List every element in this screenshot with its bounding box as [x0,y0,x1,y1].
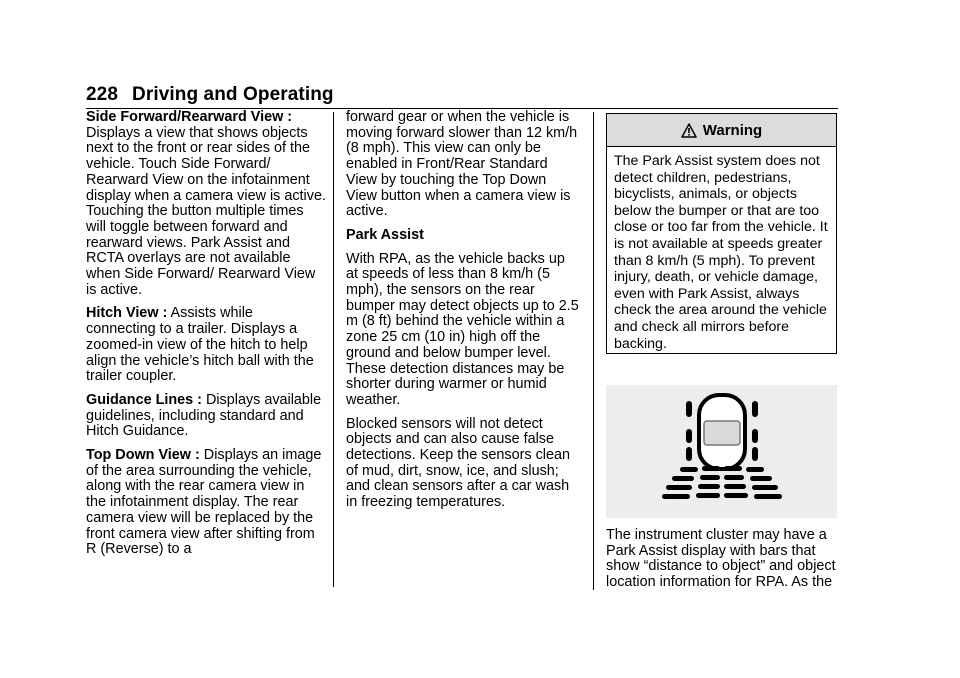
guidance-lines-text: Displays available guidelines, including standard and Hitch Guidance. [86,391,322,440]
top-down-view-paragraph [86,448,326,558]
side-view-paragraph [86,110,326,298]
park-assist-paragraph-2: Blocked sensors will not detect objects and can also cause false detections. Keep the sensors clean of mud, dirt, snow, ice, and slush; and clean sensors after a car wash in freezing temperatures. [346,415,570,511]
park-assist-display-icon [606,385,837,518]
park-assist-heading: Park Assist [346,226,424,243]
side-view-text: Displays a view that shows objects next to the front or rear sides of the vehicle. Touch Side Forward/ Rearward View on the infotainment display when a camera view is active. Touching the button multiple times will toggle between forward and rearward views. Park Assist and RCTA overlays are not available when Side Forward/ Rearward View is active. [86,124,326,298]
side-view-term: Side Forward/Rearward View : [86,109,293,125]
guidance-lines-paragraph [86,393,326,440]
page-number: 228 [86,84,119,105]
hitch-view-term: Hitch View : [86,305,168,322]
warning-text: The Park Assist system does not detect children, pedestrians, bicyclists, animals, or objects below the bumper or that are too close or too far from the vehicle. It is not available at speeds greater than 8 km/h (5 mph). To prevent injury, death, or vehicle damage, even with Park Assist, always check the area around the vehicle and check all mirrors before backing. [614,153,828,352]
hitch-view-text: Assists while connecting to a trailer. Displays a zoomed-in view of the hitch to help align the vehicle’s hitch ball with the trailer coupler. [86,305,314,385]
warning-header [607,114,836,147]
continued-paragraph: forward gear or when the vehicle is moving forward slower than 12 km/h (8 mph). This view can only be enabled in Front/Rear Standard View by touching the Top Down View button when a camera view is active. [346,109,578,220]
page-header [86,84,334,106]
top-down-view-term: Top Down View : [86,447,200,464]
warning-title: Warning [702,121,763,139]
column-2 [346,110,580,519]
warning-box [606,113,837,354]
top-down-view-text: Displays an image of the area surrounding the vehicle, along with the rear camera view in the infotainment display. The rear camera view will be replaced by the front camera view after shifting from R (Reverse) to a [86,447,322,558]
guidance-lines-term: Guidance Lines : [86,391,202,408]
column-1 [86,110,326,566]
column-divider-1 [333,112,334,587]
column-divider-2 [593,112,594,590]
park-assist-paragraph-1: With RPA, as the vehicle backs up at speeds of less than 8 km/h (5 mph), the sensors on the rear bumper may detect objects up to 2.5 m (8 ft) behind the vehicle within a zone 25 cm (10 in) high off the ground and below bumper level. These detection distances may be shorter during warmer or humid weather. [346,250,579,408]
instrument-cluster-paragraph: The instrument cluster may have a Park Assist display with bars that show “distance to object” and object location information for RPA. As the [606,527,836,591]
hitch-view-paragraph [86,306,326,385]
warning-triangle-icon [681,123,697,138]
section-title: Driving and Operating [132,84,334,105]
